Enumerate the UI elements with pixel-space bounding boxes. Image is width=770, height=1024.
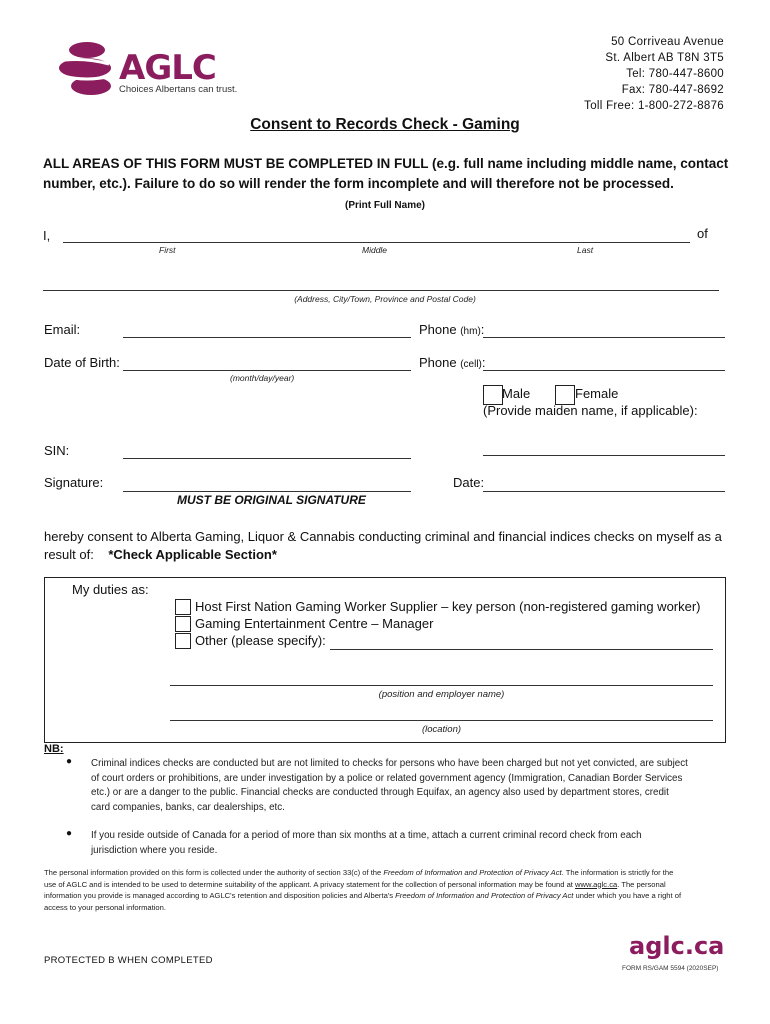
form-number: FORM RS/GAM 5594 (2020SEP) <box>622 965 719 972</box>
warning-line: ALL AREAS OF THIS FORM MUST BE COMPLETED IN FULL (e.g. full name including middle name, contact <box>43 156 729 171</box>
phone-cell-field[interactable] <box>483 370 725 371</box>
address-line: St. Albert AB T8N 3T5 <box>605 52 724 64</box>
female-checkbox[interactable] <box>555 385 575 405</box>
signature-field[interactable] <box>123 491 411 492</box>
dob-caption: (month/day/year) <box>230 373 295 383</box>
original-signature-note: MUST BE ORIGINAL SIGNATURE <box>177 493 366 507</box>
email-field[interactable] <box>123 337 411 338</box>
male-label: Male <box>502 386 531 401</box>
address-field[interactable] <box>43 290 719 291</box>
signature-label: Signature: <box>44 475 104 490</box>
duty-checkbox-gec-manager[interactable] <box>175 616 191 632</box>
female-label: Female <box>575 386 619 401</box>
aglc-logo <box>57 38 257 100</box>
address-line: 50 Corriveau Avenue <box>611 36 724 48</box>
logo-tagline: Choices Albertans can trust. <box>119 84 238 95</box>
date-field[interactable] <box>483 491 725 492</box>
other-specify-field[interactable] <box>330 649 713 650</box>
sin-field[interactable] <box>123 458 411 459</box>
nb-label: NB: <box>44 743 64 755</box>
privacy-statement: The personal information provided on this form is collected under the authority of section 33(c) of the Freedom of Information and Protection of Privacy Act. The information is strictly for the use of AGLC and is intended to be used to determine suitability of the applicant. A privacy statement for the collection of personal information may be found at www.aglc.ca. The personal information you provide is managed according to AGLC's retention and disposition policies and Alberta's Freedom of Information and Protection of Privacy Act under which you have a right of access to your personal information. <box>44 868 682 912</box>
last-name-caption: Last <box>577 245 594 255</box>
protected-b-notice: PROTECTED B WHEN COMPLETED <box>44 955 213 966</box>
phone-line: Tel: 780-447-8600 <box>626 68 724 80</box>
maiden-name-field[interactable] <box>483 455 725 456</box>
page-title: Consent to Records Check - Gaming <box>250 116 520 133</box>
duties-label: My duties as: <box>72 582 149 597</box>
date-label: Date: <box>453 475 485 490</box>
nb-bullet-outside-canada: If you reside outside of Canada for a period of more than six months at a time, attach a current criminal record check from each jurisdiction where you reside. <box>91 830 642 856</box>
consent-text <box>44 528 744 564</box>
i-label: I, <box>43 228 51 243</box>
maiden-name-label: (Provide maiden name, if applicable): <box>483 403 698 418</box>
aglc-website-link[interactable]: www.aglc.ca <box>575 879 618 889</box>
nb-bullet-criminal-checks: Criminal indices checks are conducted but are not limited to checks for persons who have been charged but not yet convicted, are subject of court orders or prohibitions, are under investigation by a police or related government agency (Immigration, Canadian Border Services etc.) or are a danger to the public. Financial checks are conducted through Equifax, an agency also used by department stores, credit card companies, banks, car dealerships, etc. <box>91 758 688 813</box>
duty-checkbox-other[interactable] <box>175 633 191 649</box>
position-employer-caption: (position and employer name) <box>378 689 505 700</box>
middle-name-caption: Middle <box>362 245 388 255</box>
duties-box <box>44 577 726 743</box>
consent-line: result of: *Check Applicable Section* <box>44 547 277 562</box>
check-applicable-note: *Check Applicable Section* <box>108 547 277 562</box>
male-checkbox[interactable] <box>483 385 503 405</box>
full-name-field[interactable] <box>63 242 690 243</box>
consent-line: hereby consent to Alberta Gaming, Liquor & Cannabis conducting criminal and financial indices checks on myself as a <box>44 529 722 544</box>
address-caption: (Address, City/Town, Province and Postal Code) <box>294 294 476 304</box>
address-block <box>584 34 724 114</box>
phone-home-label: Phone (hm): <box>419 322 485 337</box>
dob-field[interactable] <box>123 370 411 371</box>
print-full-name-caption: (Print Full Name) <box>344 200 425 211</box>
completion-warning <box>43 154 733 194</box>
bullet-icon: ● <box>66 828 73 839</box>
bullet-icon: ● <box>66 756 73 767</box>
aglc-swirl-icon <box>57 38 117 98</box>
of-label: of <box>697 226 708 241</box>
phone-home-field[interactable] <box>483 337 725 338</box>
aglc-site-wordmark: aglc.ca <box>629 932 725 960</box>
duty-checkbox-host-first-nation[interactable] <box>175 599 191 615</box>
location-caption: (location) <box>421 724 462 735</box>
email-label: Email: <box>44 322 81 337</box>
sin-label: SIN: <box>44 443 70 458</box>
logo-wordmark: AGLC <box>119 48 216 88</box>
warning-line: number, etc.). Failure to do so will render the form incomplete and will therefore not be processed. <box>43 176 674 191</box>
tollfree-line: Toll Free: 1-800-272-8876 <box>584 100 724 112</box>
duty-label-other: Other (please specify): <box>195 633 326 648</box>
fax-line: Fax: 780-447-8692 <box>621 84 724 96</box>
position-employer-field[interactable] <box>170 685 713 686</box>
duty-label-gec-manager: Gaming Entertainment Centre – Manager <box>195 616 434 631</box>
location-field[interactable] <box>170 720 713 721</box>
duty-label-host-first-nation: Host First Nation Gaming Worker Supplier – key person (non-registered gaming worker) <box>195 599 701 614</box>
phone-cell-label: Phone (cell): <box>419 355 486 370</box>
dob-label: Date of Birth: <box>44 355 120 370</box>
first-name-caption: First <box>159 245 176 255</box>
